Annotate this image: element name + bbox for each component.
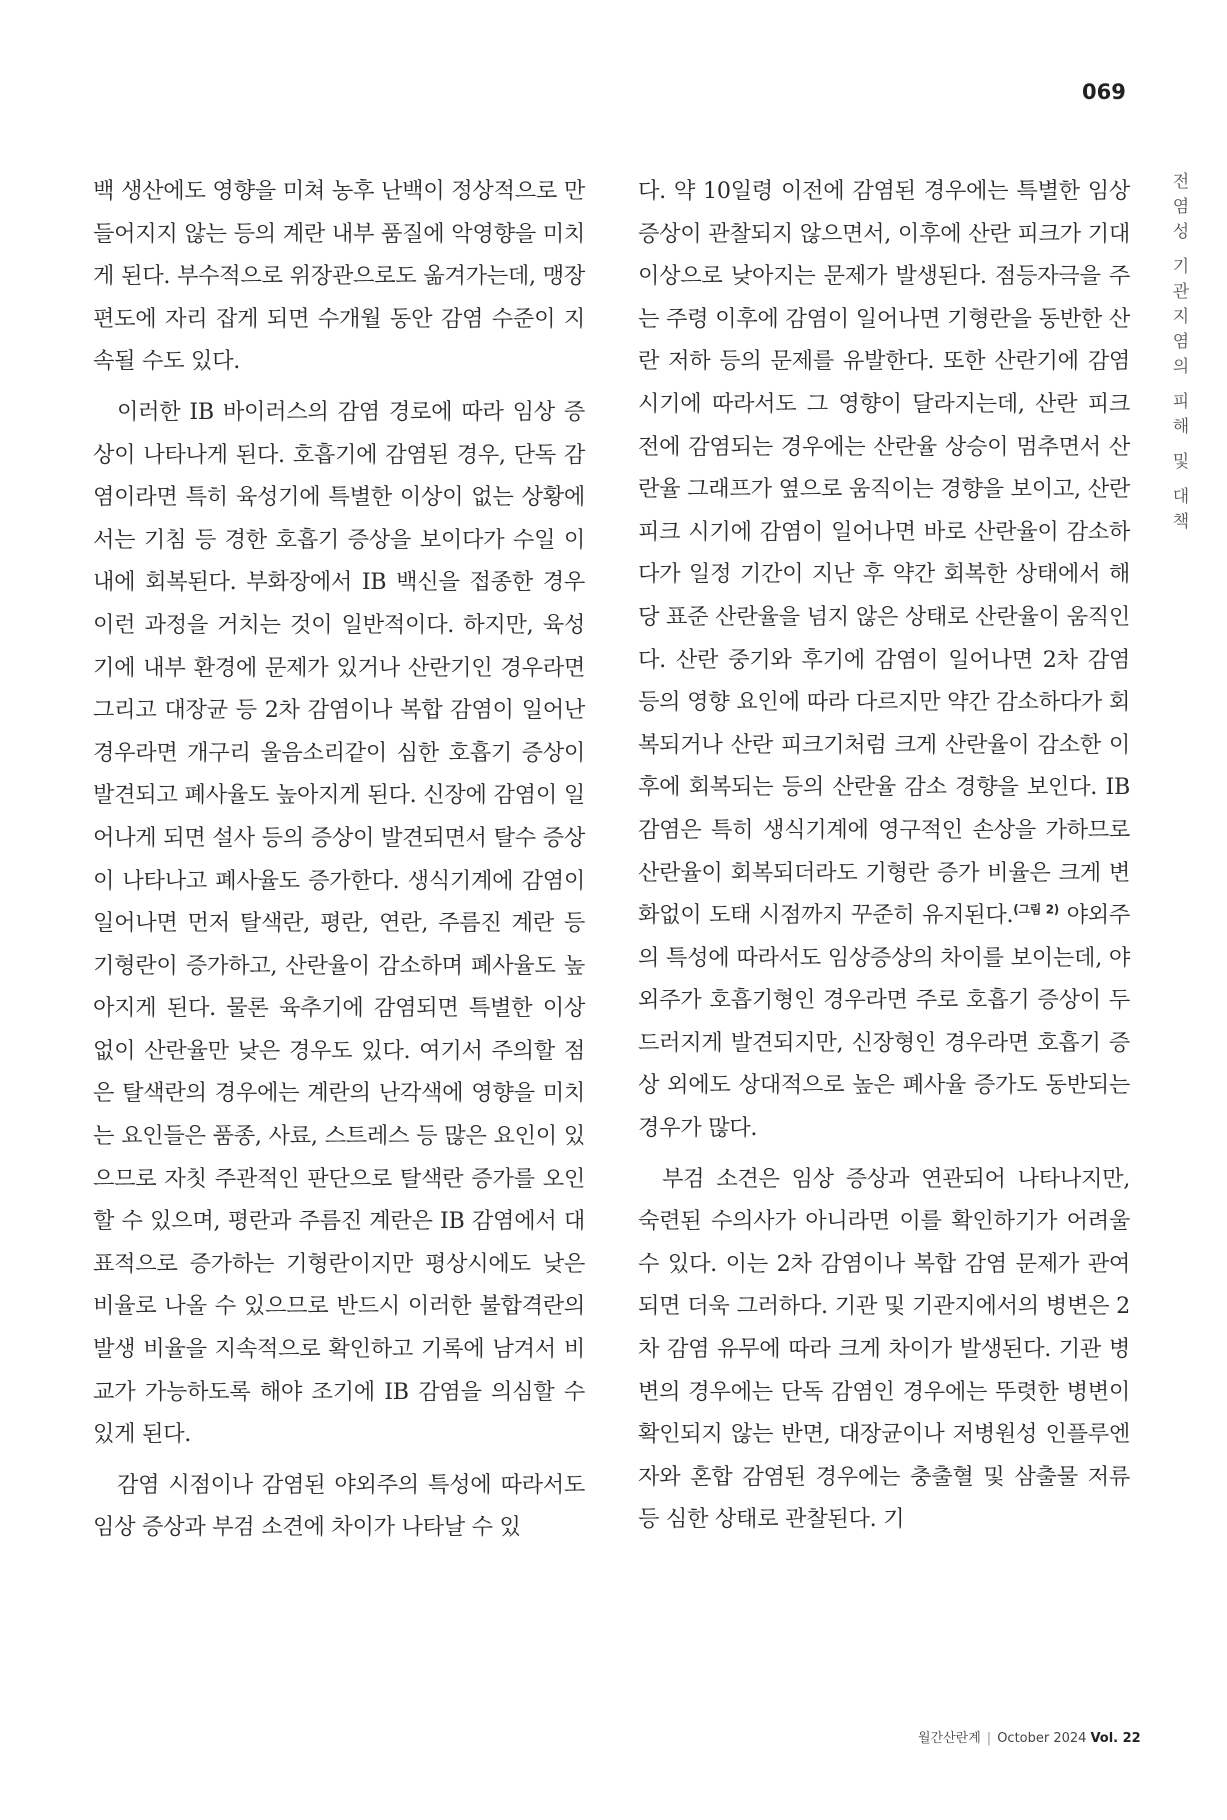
body-paragraph: 백 생산에도 영향을 미쳐 농후 난백이 정상적으로 만들어지지 않는 등의 계란 내부 품질에 악영향을 미치게 된다. 부수적으로 위장관으로도 옮겨가는데, 맹장 편도에 자리 잡게 되면 수개월 동안 감염 수준이 지속될 수도 있다. [93, 178, 585, 375]
right-column [638, 170, 1130, 1541]
section-side-title: 전 염 성 기 관 지 염 의 피 해 및 대 책 [1172, 172, 1190, 532]
paragraph-text: 야외주의 특성에 따라서도 임상증상의 차이를 보이는데, 야외주가 호흡기형인 경우라면 주로 호흡기 증상이 두드러지게 발견되지만, 신장형인 경우라면 호흡기 증상 외에도 상대적으로 높은 폐사율 증가도 동반되는 경우가 많다. [638, 902, 1130, 1142]
body-paragraph: 부검 소견은 임상 증상과 연관되어 나타나지만, 숙련된 수의사가 아니라면 이를 확인하기가 어려울 수 있다. 이는 2차 감염이나 복합 감염 문제가 관여되면 더욱 그러하다. 기관 및 기관지에서의 병변은 2차 감염 유무에 따라 크게 차이가 발생된다. 기관 병변의 경우에는 단독 감염인 경우에는 뚜렷한 병변이 확인되지 않는 반면, 대장균이나 저병원성 인플루엔자와 혼합 감염된 경우에는 충출혈 및 삼출물 저류 등 심한 상태로 관찰된다. 기 [638, 1165, 1130, 1533]
body-paragraph [638, 170, 1130, 1150]
page-number: 069 [1082, 80, 1126, 104]
issue-date: October 2024 [997, 1731, 1087, 1746]
footer-divider: | [986, 1731, 992, 1746]
paragraph-text: 다. 약 10일령 이전에 감염된 경우에는 특별한 임상 증상이 관찰되지 않으면서, 이후에 산란 피크가 기대 이상으로 낮아지는 문제가 발생된다. 점등자극을 주는 주령 이후에 감염이 일어나면 기형란을 동반한 산란 저하 등의 문제를 유발한다. 또한 산란기에 감염 시기에 따라서도 그 영향이 달라지는데, 산란 피크 전에 감염되는 경우에는 산란율 상승이 멈추면서 산란율 그래프가 옆으로 움직이는 경향을 보이고, 산란 피크 시기에 감염이 일어나면 바로 산란율이 감소하다가 일정 기간이 지난 후 약간 회복한 상태에서 해당 표준 산란율을 넘지 않은 상태로 산란율이 움직인다. 산란 중기와 후기에 감염이 일어나면 2차 감염 등의 영향 요인에 따라 다르지만 약간 감소하다가 회복되거나 산란 피크기처럼 크게 산란율이 감소한 이후에 회복되는 등의 산란율 감소 경향을 보인다. IB 감염은 특히 생식기계에 영구적인 손상을 가하므로 산란율이 회복되더라도 기형란 증가 비율은 크게 변화없이 도태 시점까지 꾸준히 유지된다. [638, 178, 1130, 929]
footer [918, 1727, 1141, 1746]
volume-number: Vol. 22 [1090, 1731, 1141, 1746]
left-column [93, 170, 585, 1549]
body-paragraph: 이러한 IB 바이러스의 감염 경로에 따라 임상 증상이 나타나게 된다. 호흡기에 감염된 경우, 단독 감염이라면 특히 육성기에 특별한 이상이 없는 상황에서는 기침 등 경한 호흡기 증상을 보이다가 수일 이내에 회복된다. 부화장에서 IB 백신을 접종한 경우 이런 과정을 거치는 것이 일반적이다. 하지만, 육성기에 내부 환경에 문제가 있거나 산란기인 경우라면 그리고 대장균 등 2차 감염이나 복합 감염이 일어난 경우라면 개구리 울음소리같이 심한 호흡기 증상이 발견되고 폐사율도 높아지게 된다. 신장에 감염이 일어나게 되면 설사 등의 증상이 발견되면서 탈수 증상이 나타나고 폐사율도 증가한다. 생식기계에 감염이 일어나면 먼저 탈색란, 평란, 연란, 주름진 계란 등 기형란이 증가하고, 산란율이 감소하며 폐사율도 높아지게 된다. 물론 육추기에 감염되면 특별한 이상 없이 산란율만 낮은 경우도 있다. 여기서 주의할 점은 탈색란의 경우에는 계란의 난각색에 영향을 미치는 요인들은 품종, 사료, 스트레스 등 많은 요인이 있으므로 자칫 주관적인 판단으로 탈색란 증가를 오인할 수 있으며, 평란과 주름진 계란은 IB 감염에서 대표적으로 증가하는 기형란이지만 평상시에도 낮은 비율로 나올 수 있으므로 반드시 이러한 불합격란의 발생 비율을 지속적으로 확인하고 기록에 남겨서 비교가 가능하도록 해야 조기에 IB 감염을 의심할 수 있게 된다. [93, 398, 585, 1448]
magazine-name: 월간산란계 [918, 1731, 981, 1746]
body-paragraph: 감염 시점이나 감염된 야외주의 특성에 따라서도 임상 증상과 부검 소견에 차이가 나타날 수 있 [93, 1471, 585, 1541]
figure-reference: (그림 2) [1013, 902, 1059, 917]
